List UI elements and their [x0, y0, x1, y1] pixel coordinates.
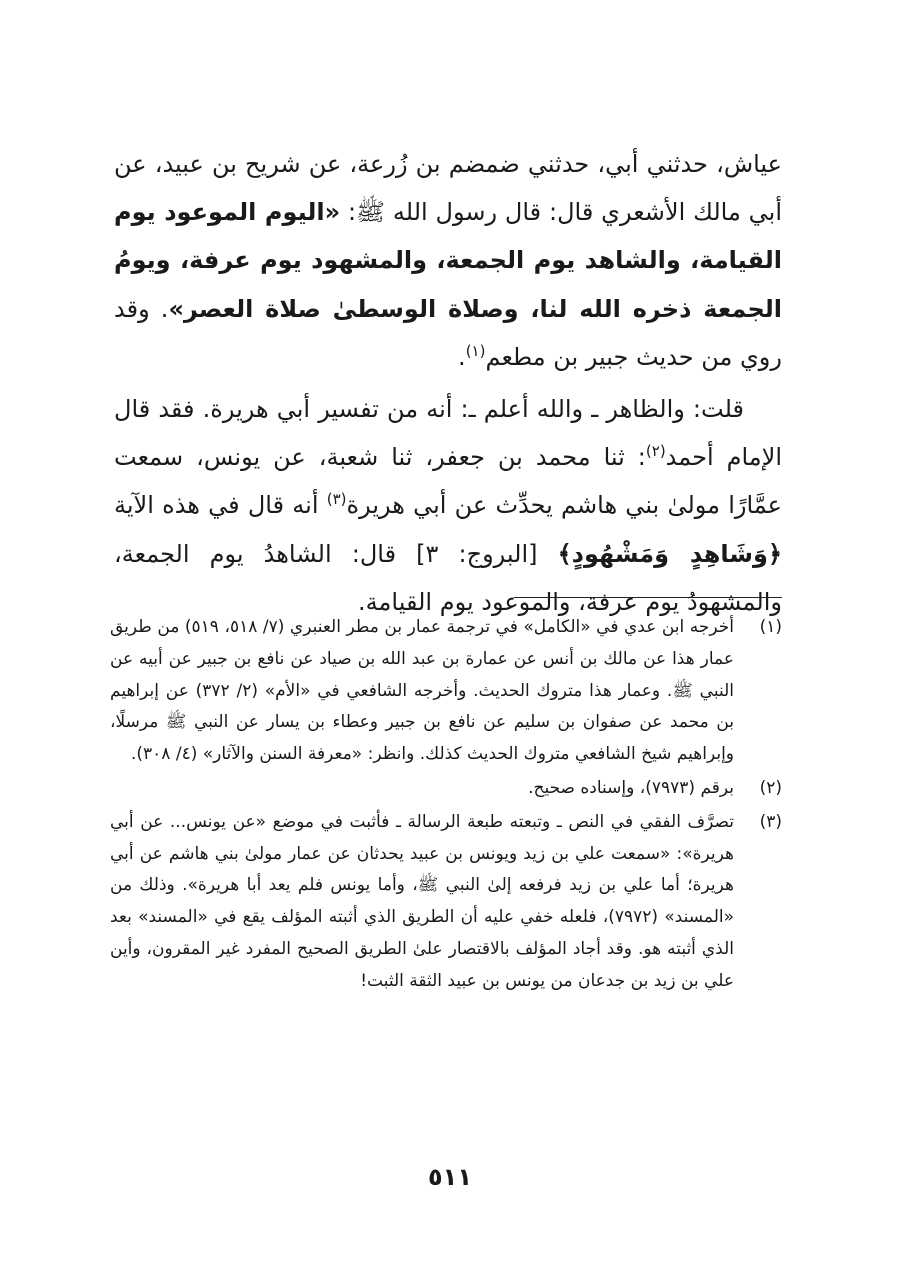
paragraph-2-intro: أنه قال في هذه الآية [114, 491, 327, 520]
footnotes [110, 612, 782, 998]
footnote-text: تصرَّف الفقي في النص ـ وتبعته طبعة الرسالة ـ فأثبت في موضع «عن يونس... عن أبي هريرة»: «سمعت علي بن زيد ويونس بن عبيد يحدثان عن عمار مولىٰ بني هاشم عن أبي هريرة؛ أما علي بن زيد فرفعه إلىٰ النبي ﷺ، وأما يونس فلم يعد أبا هريرة». وذلك من «المسند» (٧٩٧٢)، فلعله خفي عليه أن الطريق الذي أثبته المؤلف يقع في «المسند» بعد الذي أثبته هو. وقد أجاد المؤلف بالاقتصار علىٰ الطريق الصحيح المفرد غير المقرون، وأين علي بن زيد بن جدعان من يونس بن عبيد الثقة الثبت! [110, 811, 734, 991]
main-text [114, 140, 782, 626]
paragraph-1 [114, 140, 782, 381]
paragraph-1-continuation: . وقد روي من حديث جبير بن مطعم [114, 294, 782, 371]
footnote-ref-3[interactable]: (٣) [326, 490, 347, 509]
footnote-ref-2[interactable]: (٢) [645, 442, 666, 461]
footnote-number: (٣) [759, 811, 782, 832]
footnote-text: أخرجه ابن عدي في «الكامل» في ترجمة عمار بن مطر العنبري (٧/ ٥١٨، ٥١٩) من طريق عمار هذا عن مالك بن أنس عن عمارة بن عبد الله بن صياد عن نافع بن جبير عن أبيه عن النبي ﷺ. وعمار هذا متروك الحديث. وأخرجه الشافعي في «الأم» (٢/ ٣٧٢) عن إبراهيم بن محمد عن صفوان بن سليم عن نافع بن جبير وعطاء بن يسار عن النبي ﷺ مرسلًا، وإبراهيم شيخ الشافعي متروك الحديث كذلك. وانظر: «معرفة السنن والآثار» (٤/ ٣٠٨). [110, 617, 735, 765]
paragraph-2-text: قلت: والظاهر ـ والله أعلم ـ: أنه من تفسير أبي هريرة. فقد قال الإمام أحمد [114, 395, 782, 472]
footnote-number: (١) [759, 617, 782, 637]
footnote-number: (٢) [759, 777, 782, 798]
paragraph-2-continuation: : ثنا محمد بن جعفر، ثنا شعبة، عن يونس، سمعت عمَّارًا مولىٰ بني هاشم يحدِّث عن أبي هريرة [114, 443, 782, 520]
footnote-1 [110, 612, 782, 771]
paragraph-2 [114, 385, 782, 626]
page-number: ٥١١ [428, 1163, 472, 1191]
footnote-3 [110, 807, 782, 998]
paragraph-1-end: . [458, 342, 466, 371]
paragraph-1-text: عياش، حدثني أبي، حدثني ضمضم بن زُرعة، عن شريح بن عبيد، عن أبي مالك الأشعري قال: قال رسول الله ﷺ: [114, 150, 782, 227]
footnote-ref-1[interactable]: (١) [465, 341, 486, 360]
footnote-text: برقم (٧٩٧٣)، وإسناده صحيح. [528, 777, 734, 798]
footnote-2 [110, 773, 782, 805]
footnote-separator [514, 597, 782, 598]
hadith-quote: «اليوم الموعود يوم القيامة، والشاهد يوم الجمعة، والمشهود يوم عرفة، ويومُ الجمعة ذخره الله لنا، وصلاة الوسطىٰ صلاة العصر» [114, 198, 782, 323]
paragraph-2-end: [البروج: ٣] قال: الشاهدُ يوم الجمعة، والمشهودُ يوم عرفة، والموعود يوم القيامة. [114, 539, 782, 616]
quran-verse: ﴿وَشَاهِدٍ وَمَشْهُودٍ﴾ [557, 539, 783, 568]
